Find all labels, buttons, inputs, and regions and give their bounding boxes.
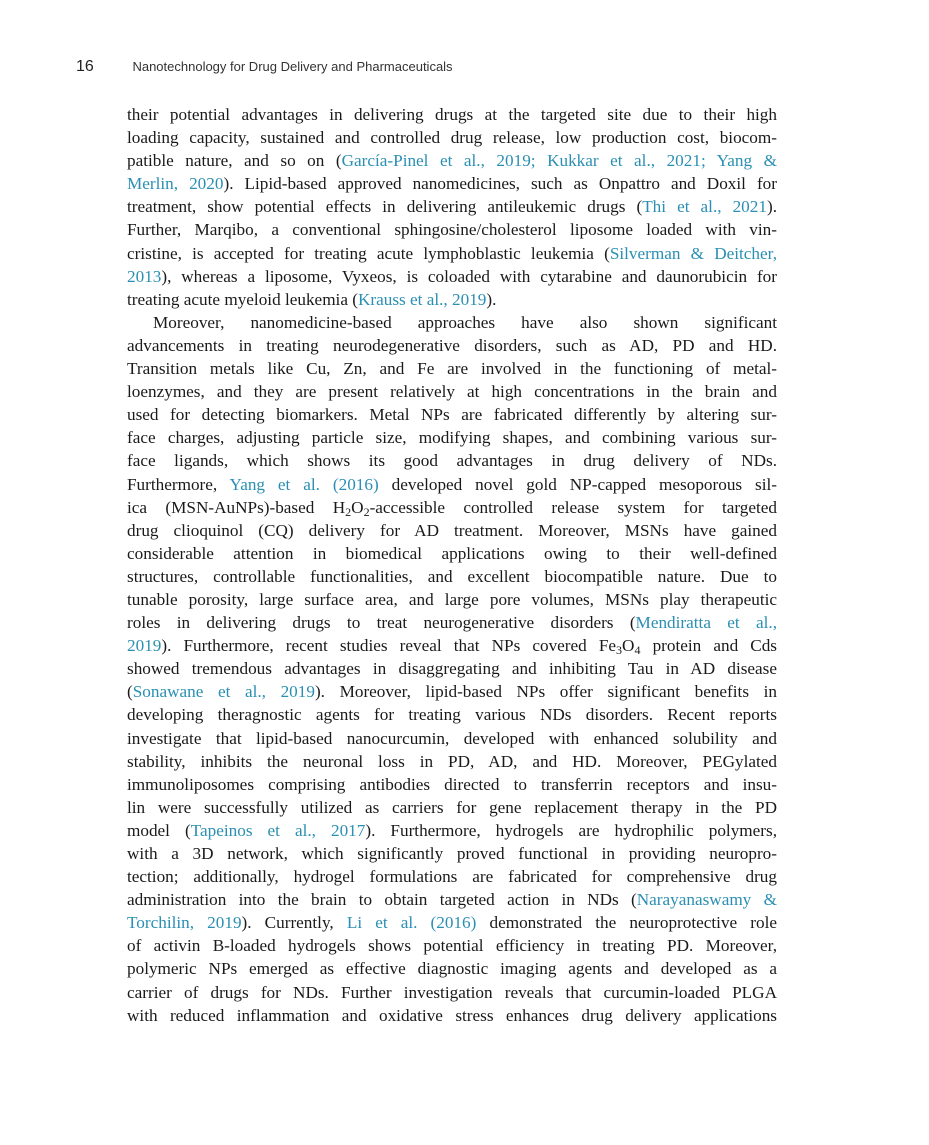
text-run: with a 3D network, which significantly proved functional in providing neuropro- xyxy=(127,844,777,863)
text-line xyxy=(127,727,777,750)
text-run: face charges, adjusting particle size, modifying shapes, and combining various sur- xyxy=(127,428,777,448)
text-line xyxy=(127,703,777,726)
text-run: their potential advantages in delivering drugs at the targeted site due to their high xyxy=(127,105,777,124)
text-run: ). xyxy=(486,289,497,309)
text-line xyxy=(127,519,777,542)
body-text xyxy=(127,103,777,1027)
text-run: patible nature, and so on ( xyxy=(127,151,342,171)
text-line xyxy=(127,657,777,680)
text-run: -accessible controlled release system for targeted xyxy=(369,497,777,517)
text-run: roles in delivering drugs to treat neurogenerative disorders ( xyxy=(127,613,636,633)
text-run: ). xyxy=(766,197,777,217)
text-line xyxy=(127,542,777,565)
text-run: ( xyxy=(127,682,133,702)
text-line xyxy=(127,103,777,126)
text-line xyxy=(127,195,777,218)
text-run: developing theragnostic agents for treating various NDs disorders. Recent reports xyxy=(127,705,777,725)
text-line xyxy=(127,865,777,888)
text-run: ). Moreover, lipid-based NPs offer significant benefits in xyxy=(314,682,777,702)
text-run: Further, Marqibo, a conventional sphingosine/cholesterol liposome loaded with vin- xyxy=(127,220,777,240)
text-run: Transition metals like Cu, Zn, and Fe are involved in the functioning of metal- xyxy=(127,359,777,379)
text-line xyxy=(127,426,777,449)
text-run: ica (MSN-AuNPs)-based H xyxy=(127,497,346,517)
text-run: considerable attention in biomedical applications owing to their well-defined xyxy=(127,543,777,563)
text-line xyxy=(127,473,777,496)
citation-link[interactable]: Li et al. (2016) xyxy=(346,913,477,933)
citation-link[interactable]: Silverman & Deitcher, xyxy=(609,243,777,263)
text-line xyxy=(127,888,777,911)
text-run: administration into the brain to obtain targeted action in NDs ( xyxy=(127,890,637,910)
text-run: structures, controllable functionalities, and excellent biocompatible nature. Due to xyxy=(127,566,777,586)
text-line xyxy=(127,380,777,403)
text-line xyxy=(127,957,777,980)
text-run: loading capacity, sustained and controlled drug release, low production cost, biocom- xyxy=(127,128,777,148)
text-line xyxy=(127,449,777,472)
text-run: ). Lipid-based approved nanomedicines, such as Onpattro and Doxil for xyxy=(223,174,777,194)
text-line xyxy=(127,1004,777,1027)
text-run: face ligands, which shows its good advantages in drug delivery of NDs. xyxy=(127,451,777,471)
text-run: protein and Cds xyxy=(640,636,777,656)
text-run: demonstrated the neuroprotective role xyxy=(476,913,777,933)
text-run: developed novel gold NP-capped mesoporous sil- xyxy=(378,474,777,494)
text-run: ), whereas a liposome, Vyxeos, is coloaded with cytarabine and daunorubicin for xyxy=(161,266,777,286)
text-line xyxy=(127,288,777,311)
text-line xyxy=(127,242,777,265)
subscript: 2 xyxy=(363,504,370,519)
text-line xyxy=(127,842,777,865)
text-run: polymeric NPs emerged as effective diagnostic imaging agents and developed as a xyxy=(127,959,777,979)
text-line xyxy=(127,149,777,172)
text-run: model ( xyxy=(127,820,191,840)
text-line xyxy=(127,565,777,588)
citation-link[interactable]: 2019 xyxy=(127,636,162,656)
citation-link[interactable]: 2013 xyxy=(127,266,162,286)
text-run: Furthermore, xyxy=(127,474,230,494)
text-line xyxy=(127,357,777,380)
subscript: 2 xyxy=(345,504,352,519)
citation-link[interactable]: Torchilin, 2019 xyxy=(127,913,242,933)
text-run: investigate that lipid-based nanocurcumin, developed with enhanced solubility and xyxy=(127,728,777,748)
text-run: of activin B-loaded hydrogels shows potential efficiency in treating PD. Moreover, xyxy=(127,936,777,956)
page-number: 16 xyxy=(76,58,94,75)
text-line xyxy=(127,311,777,334)
text-run: ). Furthermore, recent studies reveal that NPs covered Fe xyxy=(161,636,617,656)
text-line xyxy=(127,265,777,288)
text-run: ). Furthermore, hydrogels are hydrophilic polymers, xyxy=(365,820,778,840)
text-line xyxy=(127,172,777,195)
text-run: lin were successfully utilized as carriers for gene replacement therapy in the PD xyxy=(127,797,777,817)
text-run: treating acute myeloid leukemia ( xyxy=(127,289,358,309)
text-line xyxy=(127,819,777,842)
text-line xyxy=(127,588,777,611)
text-line xyxy=(127,218,777,241)
citation-link[interactable]: Narayanaswamy & xyxy=(636,890,777,910)
text-line xyxy=(127,981,777,1004)
text-run: with reduced inflammation and oxidative stress enhances drug delivery applications xyxy=(127,1005,777,1025)
citation-link[interactable]: Mendiratta et al., xyxy=(635,613,777,633)
text-run: stability, inhibits the neuronal loss in PD, AD, and HD. Moreover, PEGylated xyxy=(127,751,777,771)
subscript: 3 xyxy=(616,643,623,658)
page-header xyxy=(76,58,453,76)
text-run: Moreover, nanomedicine-based approaches have also shown significant xyxy=(153,312,777,332)
text-run: ). Currently, xyxy=(241,913,347,933)
citation-link[interactable]: Tapeinos et al., 2017 xyxy=(190,820,366,840)
citation-link[interactable]: Merlin, 2020 xyxy=(127,174,224,194)
text-run: showed tremendous advantages in disaggregating and inhibiting Tau in AD disease xyxy=(127,659,777,679)
text-run: O xyxy=(351,497,364,517)
text-run: immunoliposomes comprising antibodies directed to transferrin receptors and insu- xyxy=(127,774,777,794)
text-run: drug clioquinol (CQ) delivery for AD treatment. Moreover, MSNs have gained xyxy=(127,520,777,540)
text-line xyxy=(127,934,777,957)
text-line xyxy=(127,334,777,357)
text-run: O xyxy=(622,636,635,656)
text-line xyxy=(127,773,777,796)
citation-link[interactable]: Sonawane et al., 2019 xyxy=(132,682,315,702)
text-line xyxy=(127,403,777,426)
text-run: cristine, is accepted for treating acute lymphoblastic leukemia ( xyxy=(127,243,610,263)
running-title: Nanotechnology for Drug Delivery and Pharmaceuticals xyxy=(132,59,453,74)
text-line xyxy=(127,680,777,703)
text-run: tection; additionally, hydrogel formulations are fabricated for comprehensive drug xyxy=(127,867,777,887)
text-run: advancements in treating neurodegenerative disorders, such as AD, PD and HD. xyxy=(127,335,777,355)
text-run: treatment, show potential effects in delivering antileukemic drugs ( xyxy=(127,197,643,217)
text-line xyxy=(127,911,777,934)
text-run: tunable porosity, large surface area, and large pore volumes, MSNs play therapeutic xyxy=(127,589,777,609)
citation-link[interactable]: Krauss et al., 2019 xyxy=(357,289,487,309)
text-run: loenzymes, and they are present relatively at high concentrations in the brain and xyxy=(127,382,777,402)
text-line xyxy=(127,496,777,519)
citation-link[interactable]: Yang et al. (2016) xyxy=(229,474,379,494)
text-line xyxy=(127,611,777,634)
text-line xyxy=(127,634,777,657)
citation-link[interactable]: García-Pinel et al., 2019; Kukkar et al., 2021; Yang & xyxy=(341,151,777,171)
text-run: carrier of drugs for NDs. Further investigation reveals that curcumin-loaded PLGA xyxy=(127,982,777,1002)
citation-link[interactable]: Thi et al., 2021 xyxy=(642,197,767,217)
text-run: used for detecting biomarkers. Metal NPs are fabricated differently by altering sur- xyxy=(127,405,777,425)
text-line xyxy=(127,750,777,773)
text-line xyxy=(127,126,777,149)
text-line xyxy=(127,796,777,819)
subscript: 4 xyxy=(634,643,641,658)
